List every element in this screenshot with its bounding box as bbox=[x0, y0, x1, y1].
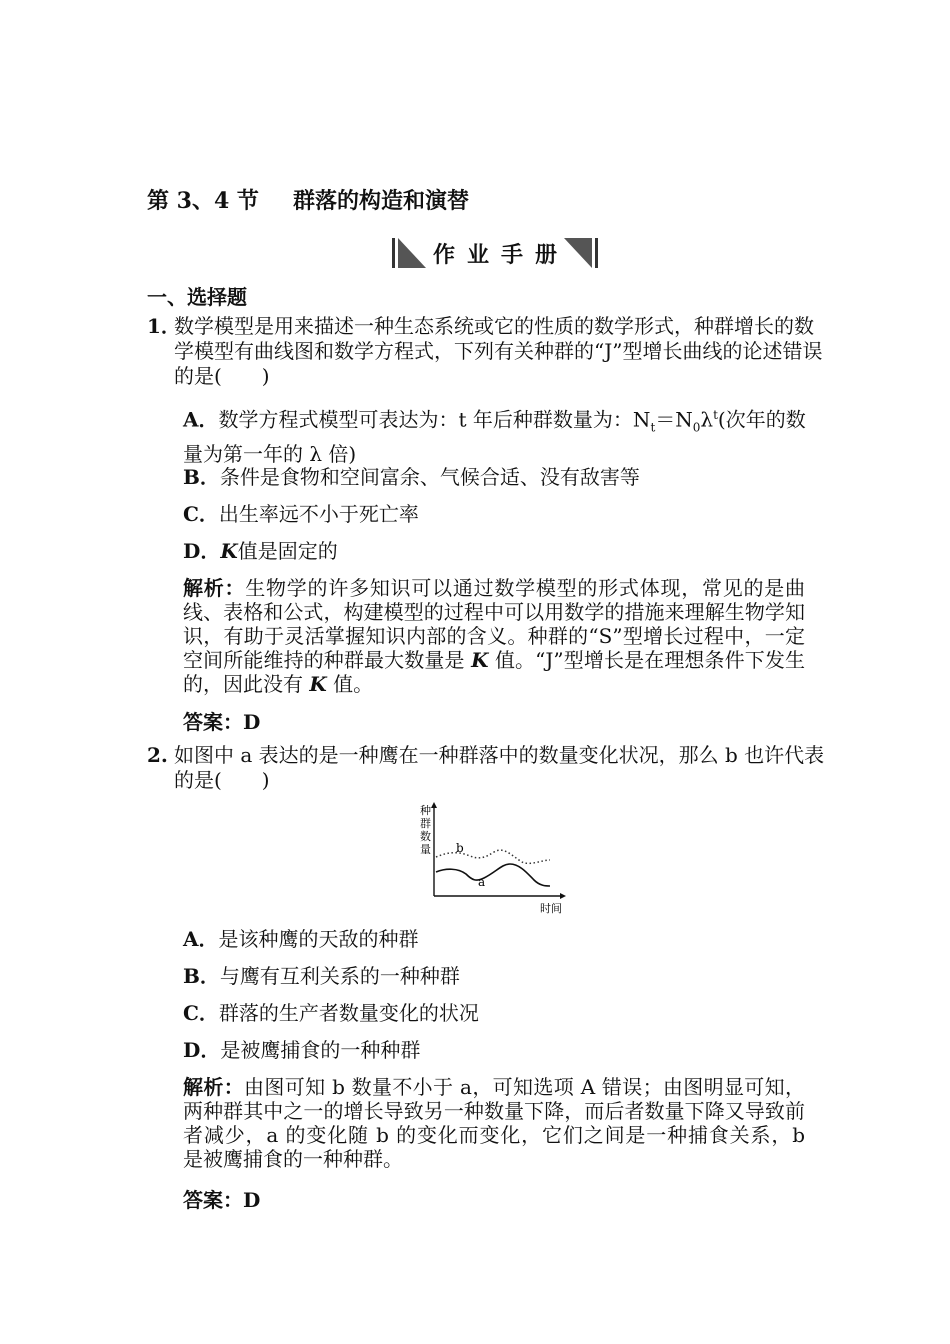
k-symbol: K bbox=[471, 648, 489, 672]
explanation-label: 解析： bbox=[183, 576, 246, 600]
question-number: 1． bbox=[147, 314, 181, 338]
y-axis-char-4: 量 bbox=[420, 843, 431, 856]
x-axis-label: 时间 bbox=[540, 902, 562, 914]
option-label: C． bbox=[183, 1001, 219, 1025]
option-label: A． bbox=[183, 927, 219, 951]
population-figure bbox=[418, 802, 568, 914]
series-b-line bbox=[436, 850, 550, 863]
option-label: D． bbox=[183, 539, 221, 563]
option-text: 与鹰有互利关系的一种种群 bbox=[219, 964, 460, 988]
option-text: 出生率远不小于死亡率 bbox=[218, 502, 419, 526]
banner-text: 作业手册 bbox=[432, 243, 569, 268]
y-axis-char-3: 数 bbox=[420, 830, 431, 843]
k-symbol: K bbox=[220, 539, 238, 563]
option-text: 值是固定的 bbox=[237, 539, 338, 563]
answer-value: D bbox=[243, 1188, 261, 1212]
answer-label: 答案： bbox=[183, 1188, 243, 1212]
series-b-label: b bbox=[456, 841, 464, 855]
question-number: 2. bbox=[147, 743, 168, 767]
answer-label: 答案： bbox=[183, 710, 243, 734]
page-title bbox=[147, 184, 469, 215]
q1-explanation bbox=[183, 576, 805, 696]
option-label: C． bbox=[183, 502, 219, 526]
option-text: 是该种鹰的天敌的种群 bbox=[218, 927, 419, 951]
y-axis-arrow bbox=[431, 802, 437, 808]
q2-explanation bbox=[183, 1075, 805, 1171]
lambda-symbol: λ bbox=[700, 407, 714, 432]
option-label: D． bbox=[183, 1038, 221, 1062]
explanation-label: 解析： bbox=[183, 1075, 245, 1099]
answer-value: D bbox=[243, 710, 261, 734]
equation-part: ＝N bbox=[655, 407, 693, 432]
q1-option-c bbox=[183, 501, 823, 527]
superscript-t: t bbox=[713, 408, 718, 422]
q2-option-a bbox=[183, 926, 823, 952]
q2-option-d bbox=[183, 1037, 823, 1063]
q2-answer bbox=[183, 1184, 260, 1213]
question-1 bbox=[147, 314, 827, 389]
option-label: A． bbox=[183, 407, 219, 432]
option-text: 是被鹰捕食的一种种群 bbox=[220, 1038, 421, 1062]
q1-option-d bbox=[183, 538, 823, 564]
series-a-label: a bbox=[478, 875, 486, 889]
explanation-text: 值。 bbox=[326, 672, 374, 696]
title-section-number: 第 3、4 节 bbox=[147, 188, 259, 214]
x-axis-arrow bbox=[560, 893, 566, 899]
series-a-line bbox=[436, 864, 550, 886]
option-text: 数学方程式模型可表达为：t 年后种群数量为：N bbox=[218, 407, 651, 432]
q1-option-b bbox=[183, 464, 823, 490]
option-text: 条件是食物和空间富余、气候合适、没有敌害等 bbox=[219, 465, 640, 489]
homework-banner bbox=[392, 236, 598, 270]
explanation-text: 由图可知 b 数量不小于 a，可知选项 A 错误；由图明显可知，两种群其中之一的增长导致另一种数量下降，而后者数量下降又导致前者减少，a 的变化随 b 的变化而变化，它们之间是一种捕食关系，b 是被鹰捕食的一种种群。 bbox=[183, 1075, 806, 1171]
subscript-0: 0 bbox=[692, 420, 701, 435]
option-label: B． bbox=[183, 964, 220, 988]
question-stem: 如图中 a 表达的是一种鹰在一种群落中的数量变化状况，那么 b 也许代表的是( ) bbox=[174, 743, 825, 792]
question-2 bbox=[147, 743, 827, 793]
q1-answer bbox=[183, 706, 260, 735]
explanation-text: 生物学的许多知识可以通过数学模型的形式体现，常见的是曲线、表格和公式，构建模型的过程中可以用数学的措施来理解生物学知识，有助于灵活掌握知识内部的含义。种群的“S”型增长过程中，一定空间所能维持的种群最大数量是 bbox=[183, 576, 806, 672]
k-symbol: K bbox=[309, 672, 327, 696]
explanation-text: 值。“J”型增长是在理想条件下发生的，因此没有 bbox=[183, 648, 806, 696]
title-topic: 群落的构造和演替 bbox=[292, 188, 469, 214]
question-stem: 数学模型是用来描述一种生态系统或它的性质的数学形式，种群增长的数学模型有曲线图和数学方程式，下列有关种群的“J”型增长曲线的论述错误的是( ) bbox=[174, 314, 823, 388]
option-text-tail: (次年的数量为第一年的 λ 倍) bbox=[183, 407, 806, 466]
section-heading: 一、选择题 bbox=[147, 285, 247, 309]
q2-option-c bbox=[183, 1000, 823, 1026]
option-text: 群落的生产者数量变化的状况 bbox=[218, 1001, 479, 1025]
option-label: B． bbox=[183, 465, 220, 489]
population-graph bbox=[418, 802, 568, 914]
subscript-t: t bbox=[650, 420, 656, 435]
q2-option-b bbox=[183, 963, 823, 989]
y-axis-char-2: 群 bbox=[420, 817, 431, 830]
y-axis-char-1: 种 bbox=[420, 804, 431, 817]
q1-option-a bbox=[183, 402, 813, 467]
